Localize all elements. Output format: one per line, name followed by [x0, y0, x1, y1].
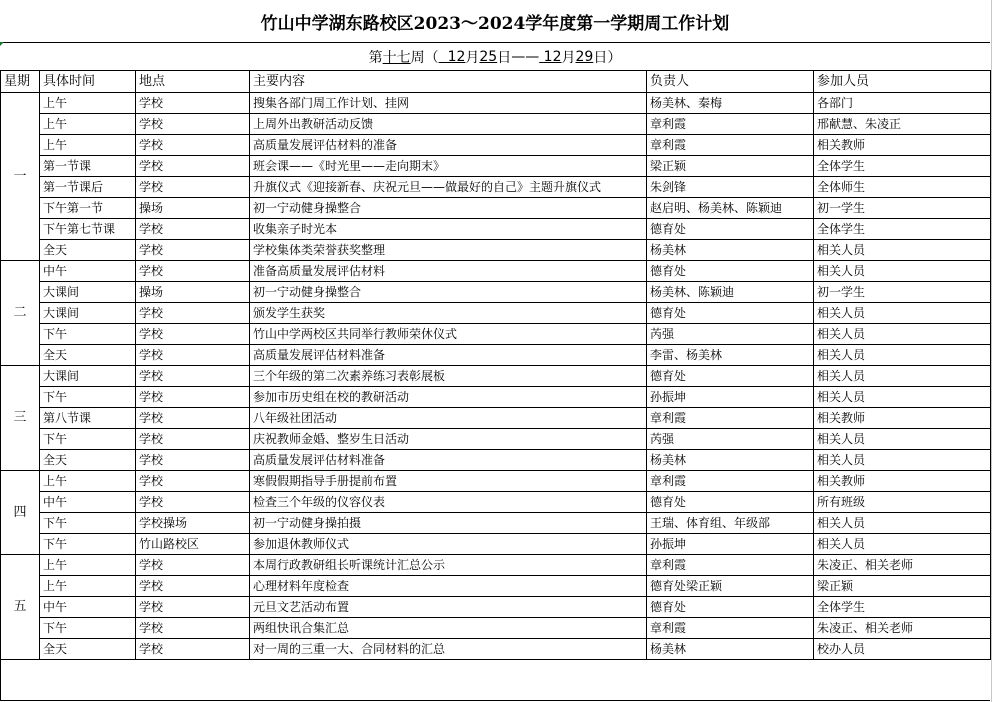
participants-cell[interactable]: 校办人员: [814, 639, 991, 660]
end-day: 29: [575, 48, 594, 65]
participants-cell[interactable]: 相关人员: [814, 324, 991, 345]
participants-cell[interactable]: 各部门: [814, 93, 991, 114]
place-cell[interactable]: 学校: [136, 156, 250, 177]
participants-cell[interactable]: 相关教师: [814, 408, 991, 429]
place-cell[interactable]: 学校: [136, 93, 250, 114]
content-cell[interactable]: 寒假假期指导手册提前布置: [250, 471, 647, 492]
owner-cell[interactable]: 章利霞: [647, 555, 814, 576]
participants-cell[interactable]: 相关人员: [814, 240, 991, 261]
participants-cell[interactable]: 全体学生: [814, 219, 991, 240]
table-row: [1, 555, 991, 576]
participants-cell[interactable]: 梁正颖: [814, 576, 991, 597]
column-header-owner[interactable]: 负责人: [647, 71, 814, 93]
owner-cell[interactable]: 章利霞: [647, 408, 814, 429]
content-cell[interactable]: 学校集体类荣誉获奖整理: [250, 240, 647, 261]
header-row: [1, 71, 991, 93]
participants-cell[interactable]: 相关人员: [814, 303, 991, 324]
content-cell[interactable]: 参加退休教师仪式: [250, 534, 647, 555]
owner-cell[interactable]: 章利霞: [647, 135, 814, 156]
participants-cell[interactable]: 相关人员: [814, 261, 991, 282]
owner-cell[interactable]: 章利霞: [647, 618, 814, 639]
content-cell[interactable]: 升旗仪式《迎接新春、庆祝元旦——做最好的自己》主题升旗仪式: [250, 177, 647, 198]
participants-cell[interactable]: 相关人员: [814, 534, 991, 555]
content-cell[interactable]: 元旦文艺活动布置: [250, 597, 647, 618]
owner-cell[interactable]: 德育处: [647, 597, 814, 618]
time-cell[interactable]: 大课间: [40, 366, 136, 387]
owner-cell[interactable]: 孙振坤: [647, 387, 814, 408]
content-cell[interactable]: 初一宁动健身操整合: [250, 282, 647, 303]
column-header-time[interactable]: 具体时间: [40, 71, 136, 93]
participants-cell[interactable]: 全体学生: [814, 156, 991, 177]
time-cell[interactable]: 上午: [40, 576, 136, 597]
table-row: [1, 471, 991, 492]
owner-cell[interactable]: 杨美林: [647, 639, 814, 660]
place-cell[interactable]: 学校操场: [136, 513, 250, 534]
column-header-place[interactable]: 地点: [136, 71, 250, 93]
table-row: [1, 408, 991, 429]
place-cell[interactable]: 学校: [136, 177, 250, 198]
place-cell[interactable]: 学校: [136, 492, 250, 513]
time-cell[interactable]: 全天: [40, 450, 136, 471]
table-row: [1, 597, 991, 618]
table-row: [1, 261, 991, 282]
participants-cell[interactable]: 相关教师: [814, 135, 991, 156]
place-cell[interactable]: 学校: [136, 345, 250, 366]
participants-cell[interactable]: 所有班级: [814, 492, 991, 513]
content-cell[interactable]: 心理材料年度检查: [250, 576, 647, 597]
content-cell[interactable]: 准备高质量发展评估材料: [250, 261, 647, 282]
participants-cell[interactable]: 邢献慧、朱凌正: [814, 114, 991, 135]
weekday-cell[interactable]: 五: [1, 555, 40, 660]
participants-cell[interactable]: 相关人员: [814, 450, 991, 471]
place-cell[interactable]: 学校: [136, 303, 250, 324]
content-cell[interactable]: 初一宁动健身操拍摄: [250, 513, 647, 534]
content-cell[interactable]: 高质量发展评估材料准备: [250, 345, 647, 366]
place-cell[interactable]: 学校: [136, 450, 250, 471]
week-separator: ——: [511, 48, 540, 65]
week-number: 十七: [382, 49, 411, 66]
table-row: [1, 366, 991, 387]
content-cell[interactable]: 八年级社团活动: [250, 408, 647, 429]
table-row: [1, 93, 991, 114]
table-row: [1, 324, 991, 345]
owner-cell[interactable]: 杨美林、陈颖迪: [647, 282, 814, 303]
participants-cell[interactable]: 全体师生: [814, 177, 991, 198]
time-cell[interactable]: 下午第七节课: [40, 219, 136, 240]
table-row: [1, 198, 991, 219]
content-cell[interactable]: 搜集各部门周工作计划、挂网: [250, 93, 647, 114]
table-row: [1, 240, 991, 261]
content-cell[interactable]: 本周行政教研组长听课统计汇总公示: [250, 555, 647, 576]
owner-cell[interactable]: 芮强: [647, 324, 814, 345]
column-header-weekday[interactable]: 星期: [1, 71, 40, 93]
weekday-cell[interactable]: 四: [1, 471, 40, 555]
time-cell[interactable]: 全天: [40, 639, 136, 660]
table-row: [1, 618, 991, 639]
place-cell[interactable]: 学校: [136, 219, 250, 240]
table-row: [1, 492, 991, 513]
owner-cell[interactable]: 德育处: [647, 261, 814, 282]
participants-cell[interactable]: 初一学生: [814, 198, 991, 219]
week-word: 周: [410, 49, 425, 66]
time-cell[interactable]: 上午: [40, 135, 136, 156]
table-row: [1, 303, 991, 324]
empty-footer-row[interactable]: [0, 659, 990, 701]
place-cell[interactable]: 学校: [136, 387, 250, 408]
owner-cell[interactable]: 赵启明、杨美林、陈颖迪: [647, 198, 814, 219]
place-cell[interactable]: 操场: [136, 198, 250, 219]
time-cell[interactable]: 下午: [40, 429, 136, 450]
end-month-word: 月: [561, 49, 576, 66]
time-cell[interactable]: 下午: [40, 324, 136, 345]
start-month: 12: [447, 48, 466, 65]
owner-cell[interactable]: 杨美林: [647, 240, 814, 261]
place-cell[interactable]: 学校: [136, 261, 250, 282]
weekday-cell[interactable]: 三: [1, 366, 40, 471]
owner-cell[interactable]: 孙振坤: [647, 534, 814, 555]
time-cell[interactable]: 大课间: [40, 303, 136, 324]
time-cell[interactable]: 下午: [40, 618, 136, 639]
time-cell[interactable]: 全天: [40, 345, 136, 366]
time-cell[interactable]: 上午: [40, 471, 136, 492]
week-open-paren: （: [424, 49, 439, 66]
start-month-word: 月: [465, 49, 480, 66]
end-day-word: 日）: [593, 49, 622, 66]
page-title-text: 竹山中学湖东路校区2023～2024学年度第一学期周工作计划: [260, 13, 730, 34]
participants-cell[interactable]: 相关人员: [814, 345, 991, 366]
owner-cell[interactable]: 章利霞: [647, 471, 814, 492]
content-cell[interactable]: 对一周的三重一大、合同材料的汇总: [250, 639, 647, 660]
time-cell[interactable]: 上午: [40, 93, 136, 114]
time-cell[interactable]: 上午: [40, 114, 136, 135]
time-cell[interactable]: 全天: [40, 240, 136, 261]
start-day-word: 日: [497, 49, 512, 66]
time-cell[interactable]: 下午: [40, 387, 136, 408]
page-title[interactable]: [0, 0, 990, 43]
place-cell[interactable]: 学校: [136, 324, 250, 345]
time-cell[interactable]: 下午: [40, 534, 136, 555]
time-cell[interactable]: 下午第一节: [40, 198, 136, 219]
table-row: [1, 282, 991, 303]
participants-cell[interactable]: 相关人员: [814, 429, 991, 450]
owner-cell[interactable]: 李雷、杨美林: [647, 345, 814, 366]
place-cell[interactable]: 学校: [136, 639, 250, 660]
owner-cell[interactable]: 德育处: [647, 303, 814, 324]
participants-cell[interactable]: 初一学生: [814, 282, 991, 303]
content-cell[interactable]: 竹山中学两校区共同举行教师荣休仪式: [250, 324, 647, 345]
content-cell[interactable]: 参加市历史组在校的教研活动: [250, 387, 647, 408]
place-cell[interactable]: 学校: [136, 555, 250, 576]
participants-cell[interactable]: 相关人员: [814, 513, 991, 534]
participants-cell[interactable]: 朱凌正、相关老师: [814, 618, 991, 639]
owner-cell[interactable]: 德育处: [647, 219, 814, 240]
participants-cell[interactable]: 相关教师: [814, 471, 991, 492]
owner-cell[interactable]: 德育处: [647, 366, 814, 387]
place-cell[interactable]: 学校: [136, 135, 250, 156]
table-row: [1, 534, 991, 555]
place-cell[interactable]: 学校: [136, 576, 250, 597]
weekday-cell[interactable]: 二: [1, 261, 40, 366]
place-cell[interactable]: 学校: [136, 618, 250, 639]
owner-cell[interactable]: 德育处: [647, 492, 814, 513]
table-row: [1, 639, 991, 660]
owner-cell[interactable]: 德育处梁正颖: [647, 576, 814, 597]
time-cell[interactable]: 第一节课: [40, 156, 136, 177]
time-cell[interactable]: 大课间: [40, 282, 136, 303]
participants-cell[interactable]: 全体学生: [814, 597, 991, 618]
owner-cell[interactable]: 章利霞: [647, 114, 814, 135]
column-header-participants[interactable]: 参加人员: [814, 71, 991, 93]
participants-cell[interactable]: 朱凌正、相关老师: [814, 555, 991, 576]
table-row: [1, 387, 991, 408]
place-cell[interactable]: 操场: [136, 282, 250, 303]
place-cell[interactable]: 学校: [136, 597, 250, 618]
table-row: [1, 135, 991, 156]
content-cell[interactable]: 检查三个年级的仪容仪表: [250, 492, 647, 513]
time-cell[interactable]: 上午: [40, 555, 136, 576]
table-row: [1, 219, 991, 240]
content-cell[interactable]: 班会课——《时光里——走向期末》: [250, 156, 647, 177]
place-cell[interactable]: 学校: [136, 114, 250, 135]
table-row: [1, 576, 991, 597]
place-cell[interactable]: 学校: [136, 429, 250, 450]
owner-cell[interactable]: 芮强: [647, 429, 814, 450]
content-cell[interactable]: 三个年级的第二次素养练习表彰展板: [250, 366, 647, 387]
owner-cell[interactable]: 梁正颖: [647, 156, 814, 177]
table-row: [1, 177, 991, 198]
owner-cell[interactable]: 杨美林: [647, 450, 814, 471]
weekday-cell[interactable]: 一: [1, 93, 40, 261]
participants-cell[interactable]: 相关人员: [814, 387, 991, 408]
time-cell[interactable]: 中午: [40, 597, 136, 618]
table-row: [1, 450, 991, 471]
content-cell[interactable]: 颁发学生获奖: [250, 303, 647, 324]
week-prefix: 第: [368, 49, 383, 66]
table-row: [1, 429, 991, 450]
place-cell[interactable]: 学校: [136, 471, 250, 492]
content-cell[interactable]: 高质量发展评估材料准备: [250, 450, 647, 471]
time-cell[interactable]: 第八节课: [40, 408, 136, 429]
time-cell[interactable]: 中午: [40, 261, 136, 282]
content-cell[interactable]: 庆祝教师金婚、整岁生日活动: [250, 429, 647, 450]
place-cell[interactable]: 学校: [136, 240, 250, 261]
end-month: 12: [543, 48, 562, 65]
content-cell[interactable]: 高质量发展评估材料的准备: [250, 135, 647, 156]
table-row: [1, 114, 991, 135]
time-cell[interactable]: 第一节课后: [40, 177, 136, 198]
content-cell[interactable]: 初一宁动健身操整合: [250, 198, 647, 219]
content-cell[interactable]: 两组快讯合集汇总: [250, 618, 647, 639]
owner-cell[interactable]: 王瑞、体育组、年级部: [647, 513, 814, 534]
participants-cell[interactable]: 相关人员: [814, 366, 991, 387]
place-cell[interactable]: 学校: [136, 366, 250, 387]
owner-cell[interactable]: 朱剑锋: [647, 177, 814, 198]
table-row: [1, 513, 991, 534]
plan-table: [0, 70, 991, 660]
place-cell[interactable]: 学校: [136, 408, 250, 429]
content-cell[interactable]: 上周外出教研活动反馈: [250, 114, 647, 135]
place-cell[interactable]: 竹山路校区: [136, 534, 250, 555]
table-row: [1, 156, 991, 177]
owner-cell[interactable]: 杨美林、秦梅: [647, 93, 814, 114]
week-range[interactable]: [0, 43, 990, 71]
time-cell[interactable]: 下午: [40, 513, 136, 534]
time-cell[interactable]: 中午: [40, 492, 136, 513]
column-header-content[interactable]: 主要内容: [250, 71, 647, 93]
content-cell[interactable]: 收集亲子时光本: [250, 219, 647, 240]
table-row: [1, 345, 991, 366]
start-day: 25: [479, 48, 498, 65]
